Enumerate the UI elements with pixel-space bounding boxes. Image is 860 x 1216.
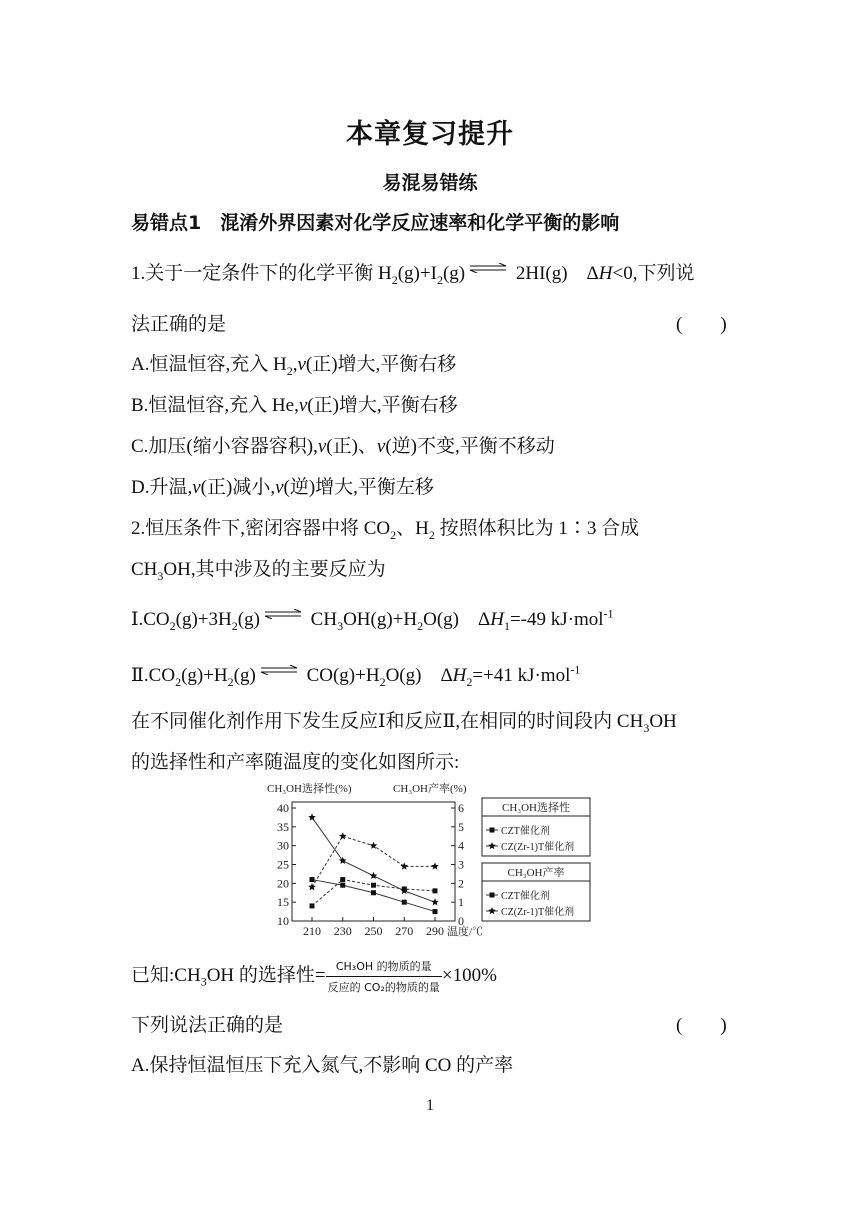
q2-ask: 下列说法正确的是 <box>131 1015 284 1036</box>
star-marker <box>308 883 316 890</box>
x-tick-label: 270 <box>395 924 414 938</box>
right-tick-label: 2 <box>458 876 464 891</box>
left-tick-label: 25 <box>277 857 289 872</box>
error-point-heading: 易错点1 混淆外界因素对化学反应速率和化学平衡的影响 <box>131 212 620 234</box>
x-tick-label: 210 <box>303 924 321 938</box>
right-tick-label: 3 <box>458 857 464 872</box>
q1-answer-blank: ( ) <box>676 314 727 335</box>
q2-stem: 2.恒压条件下,密闭容器中将 $CO_2$、$H_2$ 按照体积比为 1∶3 合成 <box>131 518 640 542</box>
q1-option-c: C.加压(缩小容器容积),v(正)、v(逆)不变,平衡不移动 <box>131 436 555 457</box>
star-marker <box>431 898 439 905</box>
right-axis-title: CH₃OH产率(%) <box>393 783 467 795</box>
legend-label: CZT催化剂 <box>501 891 550 902</box>
right-tick-label: 5 <box>458 819 464 834</box>
square-marker <box>340 877 345 882</box>
legend-square-icon <box>490 893 495 898</box>
legend-title-selectivity: CH₃OH选择性 <box>501 802 571 814</box>
square-marker <box>310 877 315 882</box>
page-title: 本章复习提升 <box>346 119 514 150</box>
square-marker <box>340 883 345 888</box>
q2-stem-cont: $CH_3OH$,其中涉及的主要反应为 <box>131 559 386 583</box>
star-marker <box>339 832 347 839</box>
equilibrium-arrow-icon <box>469 263 507 273</box>
q1-stem: 1.关于一定条件下的化学平衡 $H_2(g)+I_2(g)$ 2HI(g) ΔH<0,下列说 <box>131 263 695 287</box>
left-tick-label: 20 <box>277 876 289 891</box>
methanol-chart <box>265 778 595 943</box>
star-marker <box>370 842 378 849</box>
square-marker <box>433 888 438 893</box>
x-axis-title: 温度/℃ <box>447 926 484 938</box>
left-tick-label: 30 <box>277 838 289 853</box>
left-tick-label: 15 <box>277 895 289 910</box>
page-number: 1 <box>426 1097 434 1114</box>
left-tick-label: 35 <box>277 819 289 834</box>
square-marker <box>371 883 376 888</box>
chart-svg <box>265 778 595 943</box>
star-marker <box>370 872 378 879</box>
q1-option-b: B.恒温恒容,充入 He,v(正)增大,平衡右移 <box>131 395 458 416</box>
star-marker <box>400 862 408 869</box>
square-marker <box>402 886 407 891</box>
square-marker <box>310 903 315 908</box>
x-tick-label: 290 <box>426 924 444 938</box>
legend-square-icon <box>490 828 495 833</box>
square-marker <box>371 890 376 895</box>
q1-stem-cont: 法正确的是 <box>131 314 227 335</box>
square-marker <box>402 900 407 905</box>
q1-option-a: A.恒温恒容,充入 $H_2,v$(正)增大,平衡右移 <box>131 354 457 378</box>
reaction-2: $Ⅱ.CO_2(g)+H_2(g)$ $CO(g)+H_2O(g)$ $\Delta H_2=+41$ kJ·mol$^{-1}$ <box>131 662 581 689</box>
q2-answer-blank: ( ) <box>676 1015 727 1036</box>
plot-frame <box>292 802 455 921</box>
square-marker <box>433 909 438 914</box>
right-tick-label: 6 <box>458 801 464 815</box>
left-tick-label: 40 <box>277 801 289 815</box>
selectivity-definition: 已知$:CH_3OH$ 的选择性= $\frac{\text{CH₃OH 的物质的量}}{\text{反应的 CO₂的物质的量}}$ ×100% <box>131 960 497 994</box>
right-tick-label: 0 <box>458 914 464 928</box>
legend-title-yield: CH₃OH产率 <box>507 867 565 879</box>
reaction-1: $Ⅰ.CO_2(g)+3H_2(g)$ $CH_3OH(g)+H_2O(g)$ $\Delta H_1=-49$ kJ·mol$^{-1}$ <box>131 606 614 633</box>
equilibrium-arrow-icon <box>260 665 298 675</box>
legend-label: CZT催化剂 <box>501 826 550 837</box>
star-marker <box>431 862 439 869</box>
equilibrium-arrow-icon <box>264 609 302 619</box>
selectivity-fraction: $\frac{\text{CH₃OH 的物质的量}}{\text{反应的 CO₂的物质的量}}$ <box>327 960 440 994</box>
legend-label: CZ(Zr-1)T催化剂 <box>501 842 575 853</box>
q2-desc: 在不同催化剂作用下发生反应Ⅰ和反应Ⅱ,在相同的时间段内 $CH_3OH$ <box>131 711 677 735</box>
legend-label: CZ(Zr-1)T催化剂 <box>501 907 575 918</box>
right-tick-label: 4 <box>458 838 464 853</box>
q1-option-d: D.升温,v(正)减小,v(逆)增大,平衡左移 <box>131 477 434 498</box>
q2-option-a: A.保持恒温恒压下充入氮气,不影响 CO 的产率 <box>131 1055 514 1076</box>
x-tick-label: 230 <box>333 924 352 938</box>
right-tick-label: 1 <box>458 895 464 910</box>
x-tick-label: 250 <box>364 924 383 938</box>
section-subtitle: 易混易错练 <box>382 172 478 194</box>
q2-desc-cont: 的选择性和产率随温度的变化如图所示: <box>131 752 460 773</box>
left-axis-title: CH₃OH选择性(%) <box>267 783 352 795</box>
left-tick-label: 10 <box>277 914 289 928</box>
star-marker <box>308 813 316 820</box>
